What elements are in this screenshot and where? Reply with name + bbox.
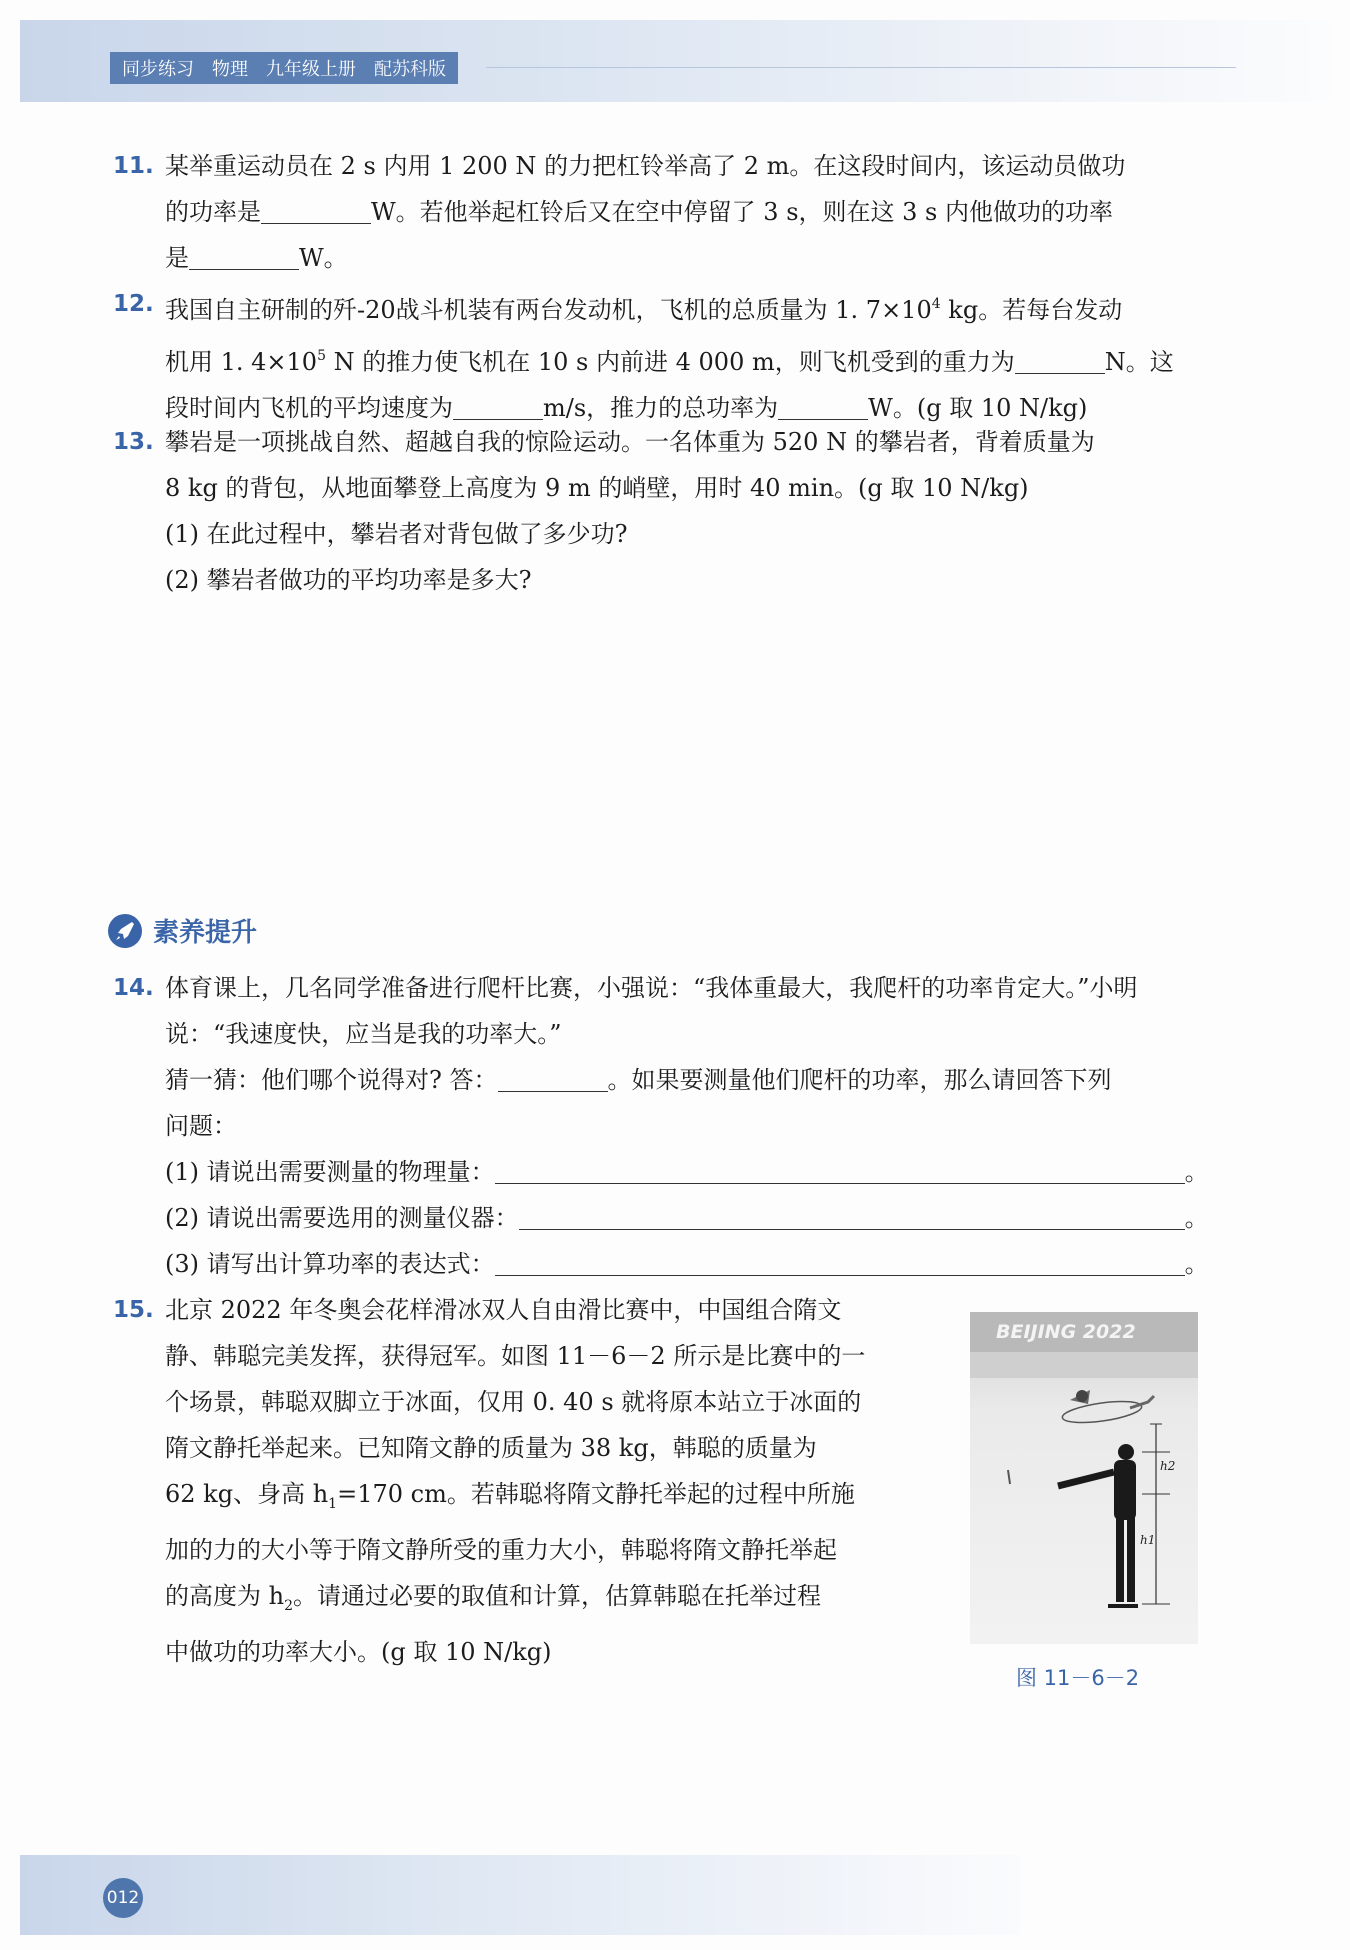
question-15 <box>113 1287 943 1675</box>
answer-blank[interactable] <box>453 389 543 420</box>
question-number: 12. <box>113 291 154 317</box>
figure-caption: 图 11－6－2 <box>1016 1666 1140 1690</box>
section-title: 素养提升 <box>153 918 258 948</box>
question-line: 个场景，韩聪双脚立于冰面，仅用 0. 40 s 就将原本站立于冰面的 <box>165 1388 862 1416</box>
question-12 <box>113 281 1233 431</box>
label-h1: h1 <box>1140 1533 1156 1547</box>
footer-band <box>20 1855 1020 1935</box>
figure-skating-photo <box>970 1312 1198 1644</box>
question-number: 11. <box>113 153 154 179</box>
sub-question: (1) 在此过程中，攀岩者对背包做了多少功? <box>165 520 628 548</box>
answer-blank[interactable] <box>778 389 868 420</box>
label-h2: h2 <box>1160 1459 1176 1473</box>
question-13 <box>113 419 1233 603</box>
question-line: 加的力的大小等于隋文静所受的重力大小，韩聪将隋文静托举起 <box>165 1536 837 1564</box>
question-line: 体育课上，几名同学准备进行爬杆比赛，小强说：“我体重最大，我爬杆的功率肯定大。”小明 <box>165 974 1138 1002</box>
grade: 九年级上册 <box>266 59 356 80</box>
question-14 <box>113 965 1233 1287</box>
section-heading <box>107 912 257 949</box>
sub-question: (2) 攀岩者做功的平均功率是多大? <box>165 566 532 594</box>
question-line: 8 kg 的背包，从地面攀登上高度为 9 m 的峭壁，用时 40 min。(g 取 10 N/kg) <box>165 474 1029 502</box>
question-line: 的高度为 $h_2$。请通过必要的取值和计算，估算韩聪在托举过程 <box>165 1582 822 1614</box>
edition: 配苏科版 <box>374 59 446 80</box>
answer-blank[interactable] <box>498 1061 608 1092</box>
header-divider <box>486 67 1236 68</box>
question-line: 是 W。 <box>113 235 1233 281</box>
question-line: 说：“我速度快，应当是我的功率大。” <box>165 1020 562 1048</box>
answer-blank[interactable] <box>189 239 299 270</box>
question-number: 13. <box>113 429 154 455</box>
question-number: 15. <box>113 1297 154 1323</box>
question-line: 攀岩是一项挑战自然、超越自我的惊险运动。一名体重为 520 N 的攀岩者，背着质量为 <box>165 428 1095 456</box>
page-number: 012 <box>103 1878 143 1918</box>
question-line: 我国自主研制的歼-20战斗机装有两台发动机，飞机的总质量为 1. $7\times 10^4$ kg。若每台发动 <box>165 296 1123 324</box>
question-line: 中做功的功率大小。(g 取 10 N/kg) <box>165 1638 552 1666</box>
rocket-icon <box>107 913 143 949</box>
answer-line[interactable] <box>519 1199 1185 1230</box>
question-line: 段时间内飞机的平均速度为 m/s，推力的总功率为 W。(g 取 10 N/kg) <box>113 385 1233 431</box>
answer-line[interactable] <box>495 1153 1185 1184</box>
banner-text: BEIJING 2022 <box>996 1321 1136 1343</box>
answer-blank[interactable] <box>1015 343 1105 374</box>
question-line: 机用 1. $4\times 10^5$ N 的推力使飞机在 10 s 内前进 4 000 m，则飞机受到的重力为 N。这 <box>113 333 1233 385</box>
question-line: 问题： <box>165 1112 237 1140</box>
question-line: 猜一猜：他们哪个说得对? 答： 。如果要测量他们爬杆的功率，那么请回答下列 <box>113 1057 1233 1103</box>
subject: 物理 <box>212 59 248 80</box>
skating-pair-illustration <box>970 1312 1198 1644</box>
question-line: 62 kg、身高 $h_1=170$ cm。若韩聪将隋文静托举起的过程中所施 <box>165 1480 855 1512</box>
question-line: 某举重运动员在 2 s 内用 1 200 N 的力把杠铃举高了 2 m。在这段时间内，该运动员做功 <box>165 152 1126 180</box>
question-11 <box>113 143 1233 281</box>
question-line: 北京 2022 年冬奥会花样滑冰双人自由滑比赛中，中国组合隋文 <box>165 1296 842 1324</box>
question-number: 14. <box>113 975 154 1001</box>
question-line: 隋文静托举起来。已知隋文静的质量为 38 kg，韩聪的质量为 <box>165 1434 817 1462</box>
answer-line[interactable] <box>495 1245 1185 1276</box>
answer-blank[interactable] <box>261 193 371 224</box>
question-line: 的功率是 W。若他举起杠铃后又在空中停留了 3 s，则在这 3 s 内他做功的功率 <box>113 189 1233 235</box>
question-line: 静、韩聪完美发挥，获得冠军。如图 11－6－2 所示是比赛中的一 <box>165 1342 866 1370</box>
sub-question: (2) 请说出需要选用的测量仪器： 。 <box>113 1195 1233 1241</box>
header-tab <box>110 52 458 84</box>
sub-question: (3) 请写出计算功率的表达式： 。 <box>113 1241 1233 1287</box>
sub-question: (1) 请说出需要测量的物理量： 。 <box>113 1149 1233 1195</box>
book-title: 同步练习 <box>122 59 194 80</box>
